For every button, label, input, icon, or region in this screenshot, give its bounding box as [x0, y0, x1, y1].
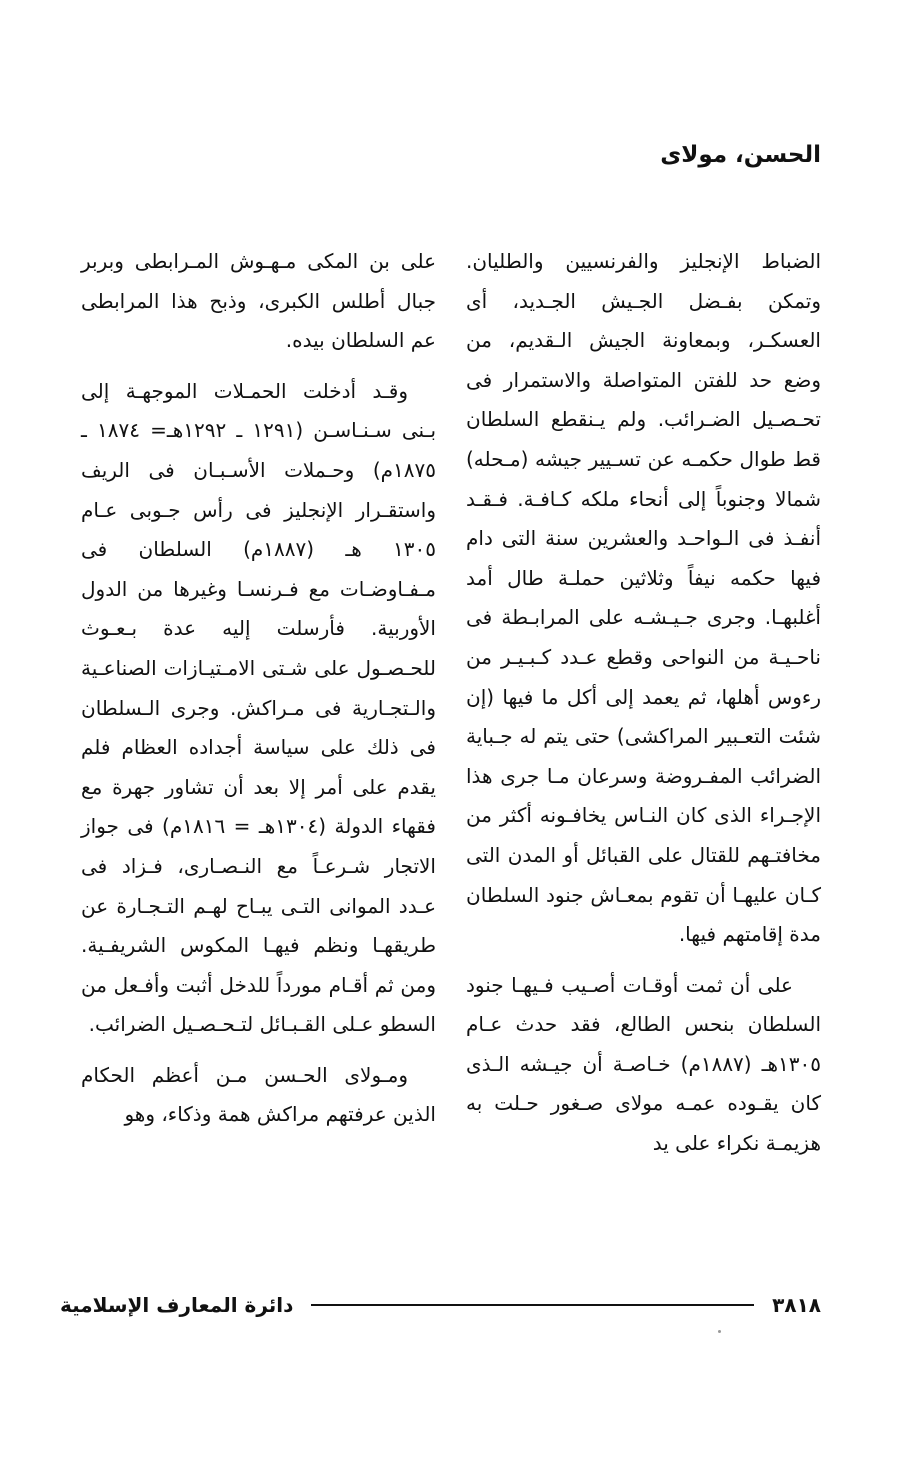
paragraph: على بن المكى مـهـوش المـرابطى وبربر جبال أطلس الكبرى، وذبح هذا المرابطى عم السلطان بيده.: [81, 249, 436, 353]
scan-speck: [718, 1330, 721, 1333]
paragraph: ومـولاى الحـسن مـن أعظم الحكام الذين عرفتهم مراكش همة وذكاء، وهو: [81, 1062, 436, 1127]
publication-title: دائرة المعارف الإسلامية: [60, 1293, 294, 1317]
text-column-left: [81, 242, 436, 1135]
page-number: ٣٨١٨: [772, 1293, 821, 1317]
paragraph: الضباط الإنجليز والفرنسيين والطليان. وتمكن بفـضل الجـيش الجـديد، أى العسكـر، وبمعاونة الجيش الـقديم، من وضع حد للفتن المتواصلة والاستمرار فى تحـصـيل الضـرائب. ولم يـنقطع السلطان قط طوال حكمـه عن تسـيير جيشه (مـحله) شمالا وجنوباً إلى أنحاء ملكه كـافـة. فـقـد أنفـذ فى الـواحـد والعشرين سنة التى دام فيها حكمه نيفاً وثلاثين حملـة طال أمد أغلبهـا. وجرى جـيـشـه على المرابـطة فى ناحـيـة من النواحى وقطع عـدد كـبـيـر من رءوس أهلها، ثم يعمد إلى أكل ما فيها (إن شئت التعـبير المراكشى) حتى يتم له جـباية الضرائب المفـروضة وسرعان مـا جرى هذا الإجـراء الذى كان النـاس يخافـونه أكثر من مخافتـهم للقتال على القبائل أو المدن التى كـان عليهـا أن تقوم بمعـاش جنود السلطان مدة إقامتهم فيها.: [466, 249, 821, 947]
paragraph: على أن ثمت أوقـات أصـيب فـيهـا جنود السلطان بنحس الطالع، فقد حدث عـام ١٣٠٥هـ (١٨٨٧م) خـاصـة أن جيـشه الـذى كان يقـوده عمـه مولاى صـغور حـلت به هزيمـة نكراء على يد: [466, 972, 821, 1156]
running-title: الحسن، مولاى: [660, 142, 821, 168]
text-column-right: [466, 242, 821, 1164]
paragraph: وقـد أدخلت الحمـلات الموجهـة إلى بـنى سـنـاسـن (١٢٩١ ـ ١٢٩٢هـ= ١٨٧٤ ـ ١٨٧٥م) وحـملات الأسـبـان فى الريف واستقـرار الإنجليز فى رأس جـوبى عـام ١٣٠٥ هـ (١٨٨٧م) السلطان فى مـفـاوضـات مع فـرنسـا وغيرها من الدول الأوربية. فأرسلت إليه عدة بـعـوث للحـصـول على شـتى الامـتيـازات الصناعـية والـتجـارية فى مـراكش. وجرى الـسلطان فى ذلك على سياسة أجداده العظام فلم يقدم على أمر إلا بعد أن تشاور جهرة مع فقهاء الدولة (١٣٠٤هـ = ١٨١٦م) فى جواز الاتجار شـرعـاً مع النـصـارى، فـزاد فى عـدد الموانى التـى يبـاح لهـم التـجـارة عن طريقهـا ونظم فيهـا المكوس الشريفـية. ومن ثم أقـام مورداً للدخل أثبت وأفـعل من السطو عـلى القـبـائل لتـحـصـيل الضرائب.: [81, 378, 437, 1037]
page-footer: [60, 1290, 821, 1320]
footer-rule: [311, 1304, 754, 1306]
